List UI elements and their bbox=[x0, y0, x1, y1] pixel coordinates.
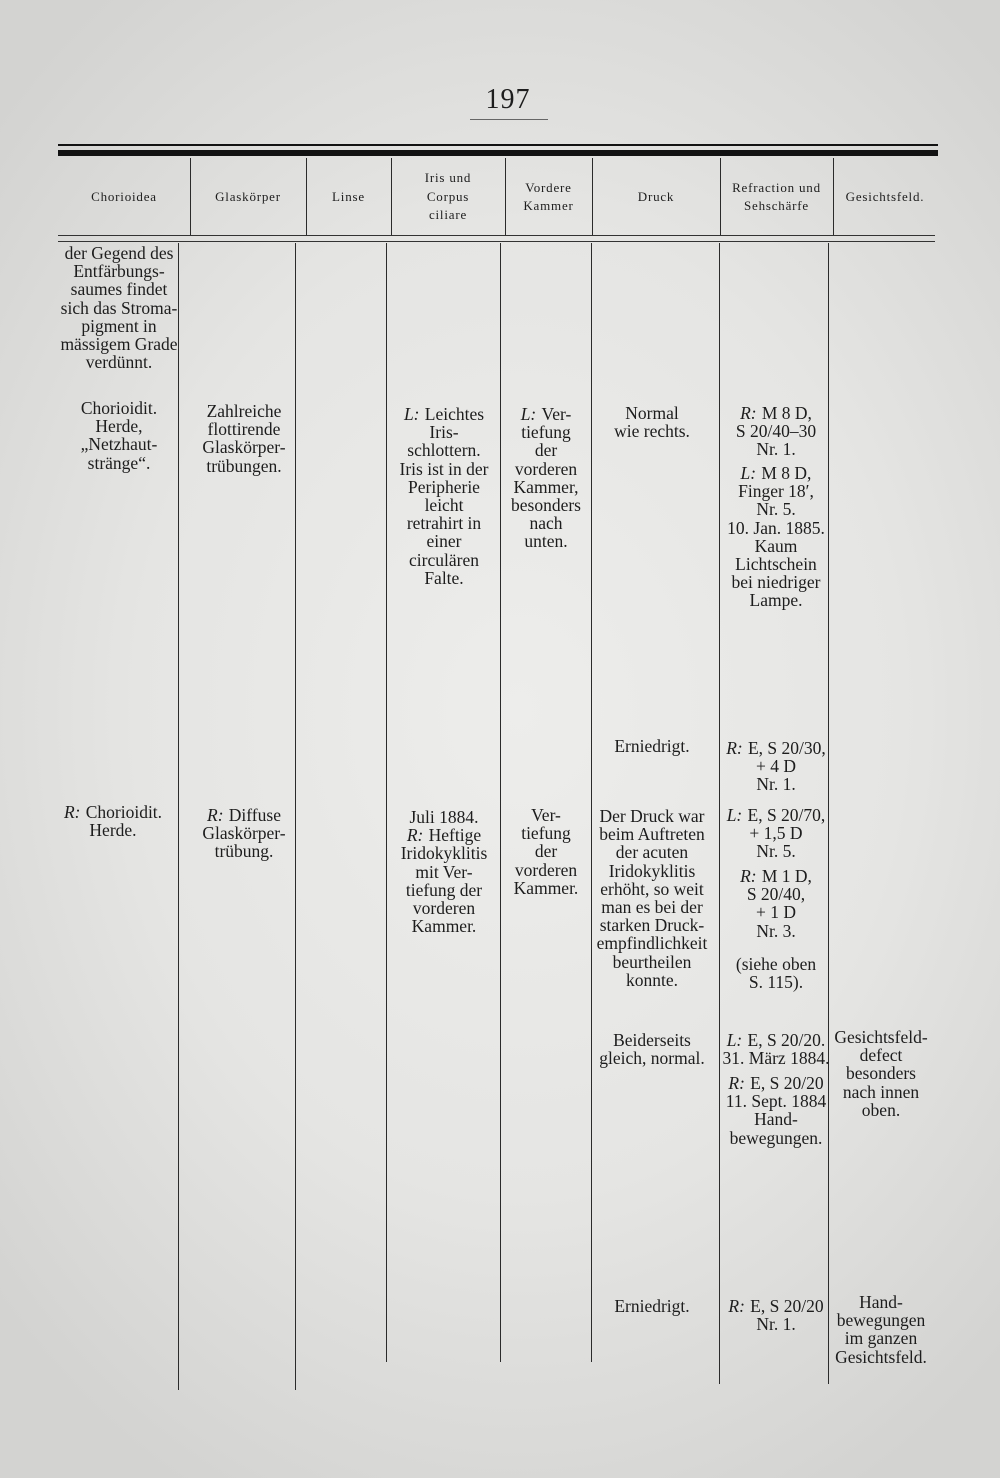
iris-cell bbox=[388, 808, 500, 935]
chorioidea-finding: Chorioidit. Herde. bbox=[85, 802, 163, 841]
refraction-value: E, S 20/70, + 1,5 D Nr. 5. bbox=[747, 805, 826, 862]
column-header-label: Gesichtsfeld. bbox=[845, 188, 925, 204]
column-header-label: Iris und Corpus ciliare bbox=[424, 170, 472, 223]
refraction-value: M 8 D, Finger 18′, Nr. 5. 10. Jan. 1885. Kaum Lichtschein bei niedriger Lampe. bbox=[727, 463, 825, 611]
eye-label: L: bbox=[520, 404, 537, 424]
refraction-value: M 1 D, S 20/40, + 1 D Nr. 3. bbox=[746, 866, 812, 941]
refraction-entry bbox=[721, 1297, 831, 1333]
refraction-entry bbox=[721, 464, 831, 610]
column-header-gesichtsfeld bbox=[833, 158, 937, 236]
refraction-entry bbox=[721, 955, 831, 991]
column-header-iris bbox=[391, 158, 505, 236]
header-column-divider bbox=[592, 158, 593, 236]
header-column-divider bbox=[720, 158, 721, 236]
eye-label: L: bbox=[403, 404, 420, 424]
eye-label: R: bbox=[63, 802, 81, 822]
refraction-value: E, S 20/30, + 4 D Nr. 1. bbox=[747, 738, 826, 795]
table-top-thick-rule bbox=[58, 150, 938, 156]
header-column-divider bbox=[833, 158, 834, 236]
gesichtsfeld-cell: Gesichtsfeld- defect besonders nach innen oben. bbox=[834, 1027, 928, 1120]
header-column-divider bbox=[306, 158, 307, 236]
column-header-label: Glaskörper bbox=[215, 188, 281, 204]
column-header-label: Chorioidea bbox=[91, 188, 157, 204]
eye-label: R: bbox=[740, 403, 757, 423]
chorioidea-cell bbox=[46, 803, 180, 839]
iris-date: Juli 1884. bbox=[409, 807, 479, 827]
druck-cell: Normal wie rechts. bbox=[614, 403, 690, 442]
refraction-entry bbox=[721, 404, 831, 459]
column-header-druck bbox=[592, 158, 720, 236]
chorioidea-cell: Chorioidit. Herde, „Netzhaut- stränge“. bbox=[80, 398, 158, 473]
iris-finding: Heftige Iridokyklitis mit Ver- tiefung der vorderen Kammer. bbox=[400, 825, 488, 937]
eye-label: R: bbox=[207, 805, 224, 825]
column-header-chorioidea bbox=[58, 158, 190, 236]
column-header-glaskoerper bbox=[190, 158, 306, 236]
vordere-kammer-finding: Ver- tiefung der vorderen Kammer, besonders nach unten. bbox=[511, 404, 581, 552]
refraction-value: E, S 20/20. 31. März 1884. bbox=[722, 1030, 830, 1069]
refraction-value: M 8 D, S 20/40–30 Nr. 1. bbox=[735, 403, 817, 460]
page-number: 197 bbox=[485, 84, 531, 115]
column-header-label: Linse bbox=[332, 188, 365, 204]
column-header-vordere-kammer bbox=[505, 158, 592, 236]
refraction-entry bbox=[721, 1031, 831, 1067]
header-column-divider bbox=[505, 158, 506, 236]
column-header-linse bbox=[306, 158, 391, 236]
druck-cell: Erniedrigt. bbox=[614, 736, 690, 756]
vordere-kammer-cell bbox=[501, 405, 591, 551]
refraction-entry bbox=[721, 867, 831, 940]
refraction-note: (siehe oben S. 115). bbox=[735, 954, 817, 993]
column-header-label: Druck bbox=[637, 188, 675, 204]
table-top-thin-rule bbox=[58, 144, 938, 146]
refraction-entry bbox=[721, 739, 831, 794]
column-header-label: Refraction und Sehschärfe bbox=[732, 179, 821, 213]
header-bottom-rule bbox=[58, 241, 935, 242]
druck-cell: Beiderseits gleich, normal. bbox=[599, 1030, 705, 1069]
column-header-label: Vordere Kammer bbox=[523, 179, 574, 213]
eye-label: L: bbox=[726, 1030, 743, 1050]
druck-cell: Erniedrigt. bbox=[614, 1296, 690, 1316]
refraction-value: E, S 20/20 11. Sept. 1884 Hand- bewegungen. bbox=[725, 1073, 827, 1148]
eye-label: R: bbox=[726, 738, 743, 758]
glaskoerper-finding: Diffuse Glaskörper- trübung. bbox=[202, 805, 286, 862]
eye-label: R: bbox=[740, 866, 757, 886]
eye-label: L: bbox=[726, 805, 743, 825]
iris-finding: Leichtes Iris- schlottern. Iris ist in der Peripherie leicht retrahirt in einer circulären Falte. bbox=[399, 404, 489, 588]
vordere-kammer-cell: Ver- tiefung der vorderen Kammer. bbox=[513, 805, 579, 898]
refraction-entry bbox=[721, 1074, 831, 1147]
eye-label: R: bbox=[728, 1073, 745, 1093]
page-number-underline bbox=[470, 119, 548, 120]
header-bottom-rule bbox=[58, 235, 935, 236]
eye-label: R: bbox=[406, 825, 424, 846]
druck-cell: Der Druck war beim Auftreten der acuten Iridokyklitis erhöht, so weit man es bei der starken Druck- empfindlichkeit beurtheilen konnte. bbox=[596, 806, 708, 990]
eye-label: R: bbox=[728, 1296, 745, 1316]
eye-label: L: bbox=[740, 463, 757, 483]
header-column-divider bbox=[190, 158, 191, 236]
header-column-divider bbox=[391, 158, 392, 236]
chorioidea-cell: der Gegend des Entfärbungs- saumes findet sich das Stroma- pigment in mässigem Grade verdünnt. bbox=[60, 243, 178, 373]
refraction-entry bbox=[721, 806, 831, 861]
iris-cell bbox=[388, 405, 500, 587]
glaskoerper-cell bbox=[184, 806, 304, 861]
refraction-value: E, S 20/20 Nr. 1. bbox=[750, 1296, 824, 1335]
glaskoerper-cell: Zahlreiche flottirende Glaskörper- trübungen. bbox=[202, 401, 286, 476]
column-header-refraction bbox=[720, 158, 833, 236]
gesichtsfeld-cell: Hand- bewegungen im ganzen Gesichtsfeld. bbox=[835, 1292, 927, 1367]
